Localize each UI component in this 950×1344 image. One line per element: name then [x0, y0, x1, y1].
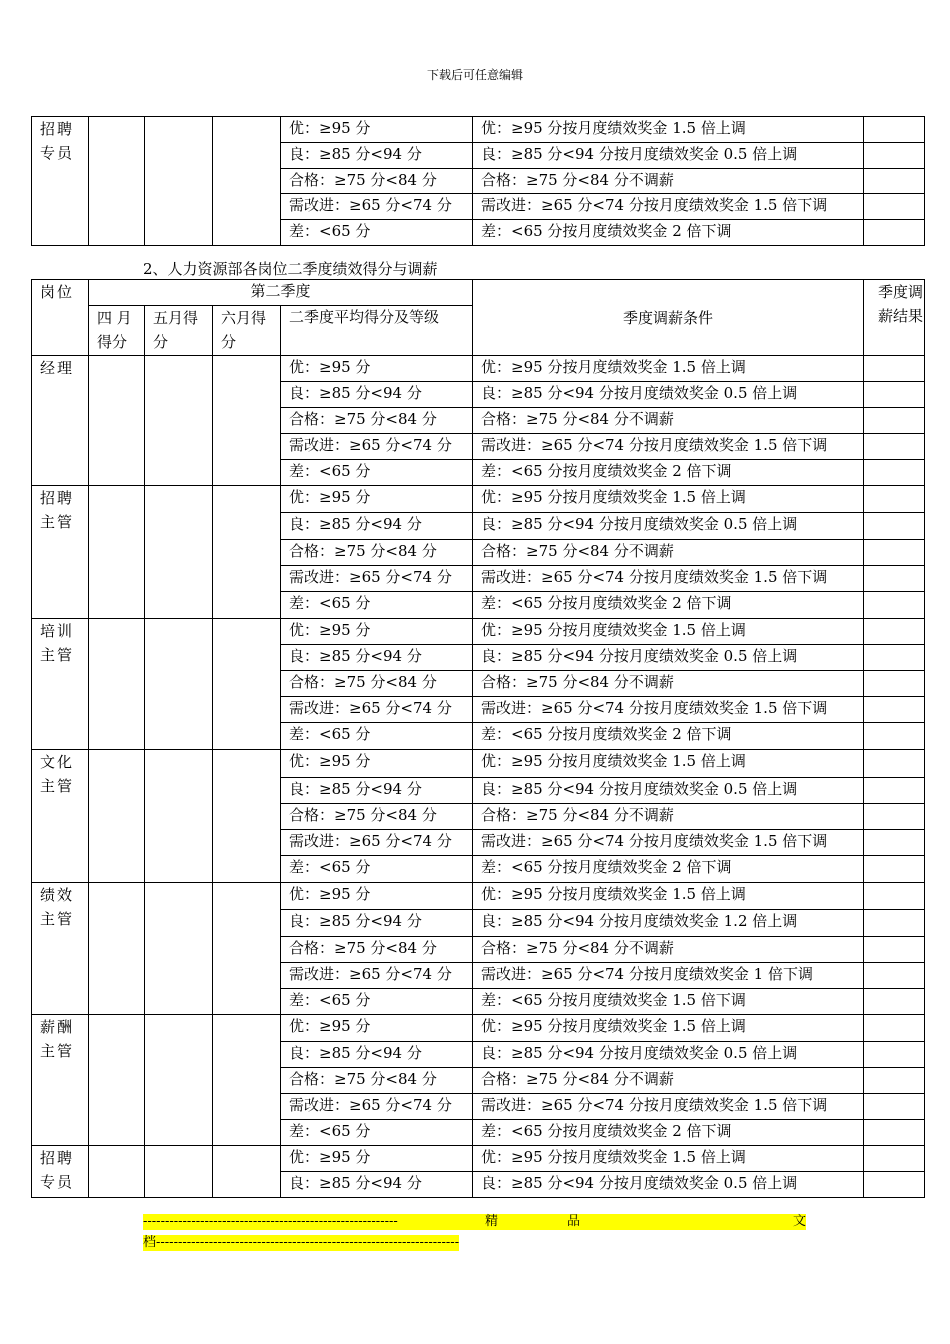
level-cell: 需改进：≥65 分<74 分 — [281, 1094, 473, 1120]
condition-cell: 优：≥95 分按月度绩效奖金 1.5 倍上调 — [473, 1146, 864, 1172]
result-cell[interactable] — [864, 513, 925, 540]
month-score-cell[interactable] — [145, 117, 213, 246]
condition-cell: 差：<65 分按月度绩效奖金 2 倍下调 — [473, 856, 864, 883]
level-cell: 优：≥95 分 — [281, 619, 473, 645]
level-cell: 需改进：≥65 分<74 分 — [281, 963, 473, 989]
footer-word-1: 精 — [485, 1214, 499, 1229]
condition-cell: 需改进：≥65 分<74 分按月度绩效奖金 1.5 倍下调 — [473, 697, 864, 723]
condition-cell: 合格：≥75 分<84 分不调薪 — [473, 671, 864, 697]
result-cell[interactable] — [864, 1068, 925, 1094]
level-cell: 差：<65 分 — [281, 723, 473, 750]
condition-cell: 需改进：≥65 分<74 分按月度绩效奖金 1.5 倍下调 — [473, 566, 864, 592]
level-cell: 需改进：≥65 分<74 分 — [281, 194, 473, 220]
month-score-cell[interactable] — [145, 356, 213, 486]
month-score-cell[interactable] — [145, 1015, 213, 1146]
col-position-header: 岗位 — [32, 280, 89, 356]
level-cell: 优：≥95 分 — [281, 1146, 473, 1172]
result-cell[interactable] — [864, 117, 925, 143]
level-cell: 差：<65 分 — [281, 460, 473, 486]
level-cell: 合格：≥75 分<84 分 — [281, 169, 473, 194]
month-score-cell[interactable] — [145, 619, 213, 750]
col-jun-header: 六月得分 — [213, 306, 281, 356]
condition-cell: 需改进：≥65 分<74 分按月度绩效奖金 1.5 倍下调 — [473, 194, 864, 220]
result-cell[interactable] — [864, 566, 925, 592]
level-cell: 良：≥85 分<94 分 — [281, 143, 473, 169]
result-cell[interactable] — [864, 645, 925, 671]
result-cell[interactable] — [864, 220, 925, 246]
level-cell: 良：≥85 分<94 分 — [281, 645, 473, 671]
condition-cell: 良：≥85 分<94 分按月度绩效奖金 0.5 倍上调 — [473, 1042, 864, 1068]
result-cell[interactable] — [864, 989, 925, 1015]
condition-cell: 合格：≥75 分<84 分不调薪 — [473, 540, 864, 566]
month-score-cell[interactable] — [89, 750, 145, 883]
col-condition-header: 季度调薪条件 — [473, 280, 864, 356]
condition-cell: 良：≥85 分<94 分按月度绩效奖金 1.2 倍上调 — [473, 910, 864, 937]
month-score-cell[interactable] — [89, 356, 145, 486]
condition-cell: 良：≥85 分<94 分按月度绩效奖金 0.5 倍上调 — [473, 778, 864, 804]
result-cell[interactable] — [864, 434, 925, 460]
col-apr-header: 四 月得分 — [89, 306, 145, 356]
result-cell[interactable] — [864, 540, 925, 566]
condition-cell: 良：≥85 分<94 分按月度绩效奖金 0.5 倍上调 — [473, 1172, 864, 1198]
condition-cell: 差：<65 分按月度绩效奖金 2 倍下调 — [473, 1120, 864, 1146]
position-cell: 薪酬主管 — [32, 1015, 89, 1146]
table-row — [32, 486, 925, 513]
result-cell[interactable] — [864, 194, 925, 220]
footer-dashes: ---------------------------------------------------------- — [143, 1214, 398, 1229]
table-row — [32, 619, 925, 645]
condition-cell: 差：<65 分按月度绩效奖金 2 倍下调 — [473, 592, 864, 619]
level-cell: 差：<65 分 — [281, 220, 473, 246]
condition-cell: 需改进：≥65 分<74 分按月度绩效奖金 1.5 倍下调 — [473, 434, 864, 460]
result-cell[interactable] — [864, 592, 925, 619]
month-score-cell[interactable] — [89, 486, 145, 619]
condition-cell: 良：≥85 分<94 分按月度绩效奖金 0.5 倍上调 — [473, 513, 864, 540]
condition-cell: 优：≥95 分按月度绩效奖金 1.5 倍上调 — [473, 619, 864, 645]
level-cell: 需改进：≥65 分<74 分 — [281, 434, 473, 460]
level-cell: 需改进：≥65 分<74 分 — [281, 566, 473, 592]
month-score-cell[interactable] — [213, 750, 281, 883]
result-cell[interactable] — [864, 486, 925, 513]
result-cell[interactable] — [864, 619, 925, 645]
condition-cell: 差：<65 分按月度绩效奖金 1.5 倍下调 — [473, 989, 864, 1015]
level-cell: 合格：≥75 分<84 分 — [281, 408, 473, 434]
level-cell: 优：≥95 分 — [281, 883, 473, 910]
col-may-header: 五月得分 — [145, 306, 213, 356]
level-cell: 优：≥95 分 — [281, 117, 473, 143]
condition-cell: 差：<65 分按月度绩效奖金 2 倍下调 — [473, 723, 864, 750]
col-avg-header: 二季度平均得分及等级 — [281, 306, 473, 356]
level-cell: 良：≥85 分<94 分 — [281, 778, 473, 804]
month-score-cell[interactable] — [145, 883, 213, 1015]
result-cell[interactable] — [864, 408, 925, 434]
q2-salary-table — [31, 279, 925, 1198]
month-score-cell[interactable] — [89, 883, 145, 1015]
col-quarter-header: 第二季度 — [89, 280, 473, 306]
result-cell[interactable] — [864, 778, 925, 804]
table-row — [32, 1015, 925, 1042]
result-cell[interactable] — [864, 143, 925, 169]
result-cell[interactable] — [864, 910, 925, 937]
level-cell: 优：≥95 分 — [281, 486, 473, 513]
month-score-cell[interactable] — [89, 1015, 145, 1146]
condition-cell: 良：≥85 分<94 分按月度绩效奖金 0.5 倍上调 — [473, 382, 864, 408]
footer-word-2: 品 — [567, 1214, 581, 1229]
result-cell[interactable] — [864, 1146, 925, 1172]
condition-cell: 良：≥85 分<94 分按月度绩效奖金 0.5 倍上调 — [473, 645, 864, 671]
footer-line-2: 档--------------------------------------------------------------------- — [143, 1235, 460, 1250]
month-score-cell[interactable] — [213, 356, 281, 486]
result-cell[interactable] — [864, 723, 925, 750]
condition-cell: 优：≥95 分按月度绩效奖金 1.5 倍上调 — [473, 1015, 864, 1042]
position-cell: 文化主管 — [32, 750, 89, 883]
result-cell[interactable] — [864, 963, 925, 989]
result-cell[interactable] — [864, 750, 925, 778]
condition-cell: 差：<65 分按月度绩效奖金 2 倍下调 — [473, 220, 864, 246]
level-cell: 差：<65 分 — [281, 856, 473, 883]
condition-cell: 需改进：≥65 分<74 分按月度绩效奖金 1.5 倍下调 — [473, 1094, 864, 1120]
level-cell: 优：≥95 分 — [281, 1015, 473, 1042]
condition-cell: 优：≥95 分按月度绩效奖金 1.5 倍上调 — [473, 750, 864, 778]
month-score-cell[interactable] — [213, 117, 281, 246]
section-subtitle: 2、人力资源部各岗位二季度绩效得分与调薪 — [143, 260, 438, 278]
condition-cell: 优：≥95 分按月度绩效奖金 1.5 倍上调 — [473, 117, 864, 143]
level-cell: 合格：≥75 分<84 分 — [281, 540, 473, 566]
table-row — [32, 117, 925, 143]
level-cell: 需改进：≥65 分<74 分 — [281, 697, 473, 723]
month-score-cell[interactable] — [213, 486, 281, 619]
position-cell: 招聘专员 — [32, 117, 89, 246]
level-cell: 良：≥85 分<94 分 — [281, 382, 473, 408]
position-cell: 培训主管 — [32, 619, 89, 750]
month-score-cell[interactable] — [213, 883, 281, 1015]
level-cell: 差：<65 分 — [281, 592, 473, 619]
level-cell: 良：≥85 分<94 分 — [281, 513, 473, 540]
table-row — [32, 750, 925, 778]
month-score-cell[interactable] — [145, 1146, 213, 1198]
result-cell[interactable] — [864, 382, 925, 408]
month-score-cell[interactable] — [213, 619, 281, 750]
table-row — [32, 883, 925, 910]
result-cell[interactable] — [864, 671, 925, 697]
condition-cell: 合格：≥75 分<84 分不调薪 — [473, 804, 864, 830]
result-cell[interactable] — [864, 169, 925, 194]
month-score-cell[interactable] — [145, 750, 213, 883]
table-row — [32, 356, 925, 382]
month-score-cell[interactable] — [89, 1146, 145, 1198]
month-score-cell[interactable] — [213, 1015, 281, 1146]
condition-cell: 优：≥95 分按月度绩效奖金 1.5 倍上调 — [473, 883, 864, 910]
result-cell[interactable] — [864, 1015, 925, 1042]
level-cell: 合格：≥75 分<84 分 — [281, 804, 473, 830]
month-score-cell[interactable] — [89, 619, 145, 750]
level-cell: 差：<65 分 — [281, 989, 473, 1015]
level-cell: 合格：≥75 分<84 分 — [281, 671, 473, 697]
result-cell[interactable] — [864, 1120, 925, 1146]
level-cell: 差：<65 分 — [281, 1120, 473, 1146]
result-cell[interactable] — [864, 856, 925, 883]
result-cell[interactable] — [864, 1172, 925, 1198]
salary-table-continued — [31, 116, 925, 246]
position-cell: 经理 — [32, 356, 89, 486]
month-score-cell[interactable] — [89, 117, 145, 246]
position-cell: 绩效主管 — [32, 883, 89, 1015]
condition-cell: 需改进：≥65 分<74 分按月度绩效奖金 1 倍下调 — [473, 963, 864, 989]
result-cell[interactable] — [864, 460, 925, 486]
condition-cell: 合格：≥75 分<84 分不调薪 — [473, 937, 864, 963]
position-cell: 招聘专员 — [32, 1146, 89, 1198]
condition-cell: 合格：≥75 分<84 分不调薪 — [473, 1068, 864, 1094]
position-cell: 招聘主管 — [32, 486, 89, 619]
condition-cell: 差：<65 分按月度绩效奖金 2 倍下调 — [473, 460, 864, 486]
footer-word-3: 文 — [793, 1214, 807, 1229]
table-row — [32, 1146, 925, 1172]
condition-cell: 合格：≥75 分<84 分不调薪 — [473, 169, 864, 194]
condition-cell: 合格：≥75 分<84 分不调薪 — [473, 408, 864, 434]
level-cell: 良：≥85 分<94 分 — [281, 910, 473, 937]
month-score-cell[interactable] — [213, 1146, 281, 1198]
result-cell[interactable] — [864, 356, 925, 382]
level-cell: 优：≥95 分 — [281, 750, 473, 778]
month-score-cell[interactable] — [145, 486, 213, 619]
condition-cell: 优：≥95 分按月度绩效奖金 1.5 倍上调 — [473, 486, 864, 513]
level-cell: 优：≥95 分 — [281, 356, 473, 382]
col-result-header: 季度调薪结果 — [864, 280, 925, 356]
result-cell[interactable] — [864, 937, 925, 963]
condition-cell: 优：≥95 分按月度绩效奖金 1.5 倍上调 — [473, 356, 864, 382]
condition-cell: 良：≥85 分<94 分按月度绩效奖金 0.5 倍上调 — [473, 143, 864, 169]
level-cell: 良：≥85 分<94 分 — [281, 1042, 473, 1068]
result-cell[interactable] — [864, 804, 925, 830]
level-cell: 合格：≥75 分<84 分 — [281, 937, 473, 963]
level-cell: 良：≥85 分<94 分 — [281, 1172, 473, 1198]
level-cell: 需改进：≥65 分<74 分 — [281, 830, 473, 856]
page-header: 下载后可任意编辑 — [426, 68, 523, 82]
result-cell[interactable] — [864, 1042, 925, 1068]
footer-banner — [143, 1214, 806, 1251]
result-cell[interactable] — [864, 697, 925, 723]
result-cell[interactable] — [864, 830, 925, 856]
result-cell[interactable] — [864, 883, 925, 910]
condition-cell: 需改进：≥65 分<74 分按月度绩效奖金 1.5 倍下调 — [473, 830, 864, 856]
level-cell: 合格：≥75 分<84 分 — [281, 1068, 473, 1094]
result-cell[interactable] — [864, 1094, 925, 1120]
